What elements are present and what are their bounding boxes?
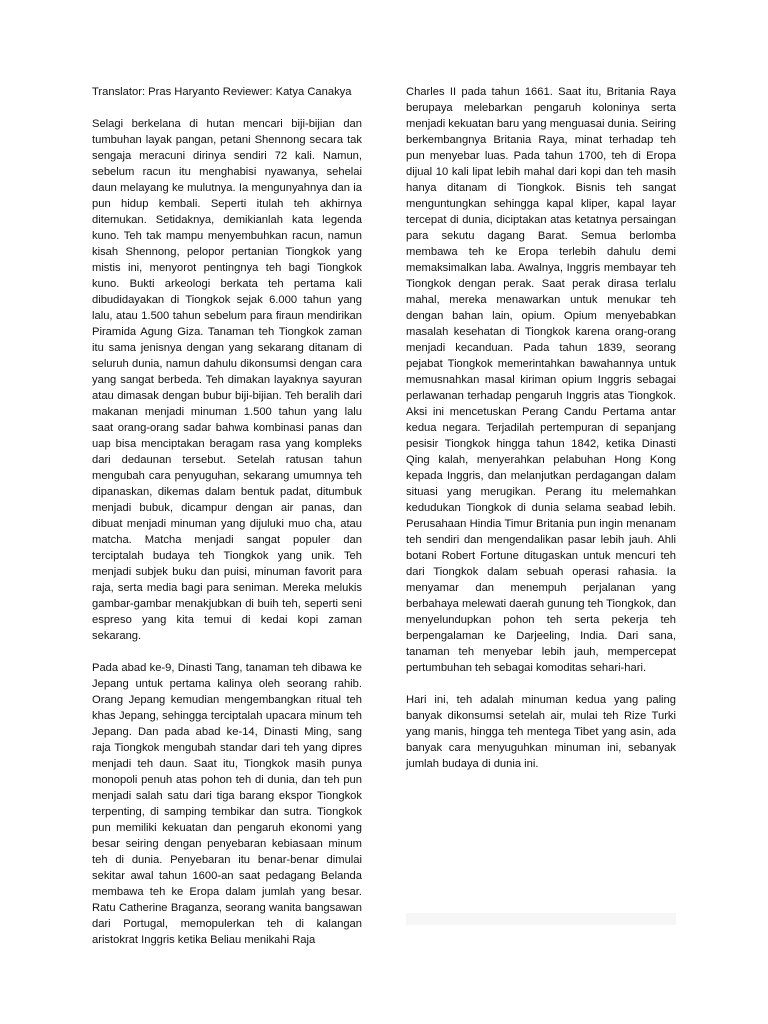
footer-bar (406, 913, 676, 925)
paragraph-britain-opium: Charles II pada tahun 1661. Saat itu, Britania Raya berupaya melebarkan pengaruh koloninya serta menjadi kekuatan baru yang menguasai dunia. Seiring berkembangnya Britania Raya, minat terhadap teh pun menyebar luas. Pada tahun 1700, teh di Eropa dijual 10 kali lipat lebih mahal dari kopi dan teh masih hanya ditanam di Tiongkok. Bisnis teh sangat menguntungkan sehingga kapal kliper, kapal layar tercepat di dunia, diciptakan atas ketatnya persaingan para sekutu dagang Barat. Semua berlomba membawa teh ke Eropa terlebih dahulu demi memaksimalkan laba. Awalnya, Inggris membayar teh Tiongkok dengan perak. Saat perak dirasa terlalu mahal, mereka menawarkan untuk menukar teh dengan bahan lain, opium. Opium menyebabkan masalah kesehatan di Tiongkok karena orang-orang menjadi kecanduan. Pada tahun 1839, seorang pejabat Tiongkok memerintahkan bawahannya untuk memusnahkan masal kiriman opium Inggris sebagai perlawanan terhadap pengaruh Inggris atas Tiongkok. Aksi ini mencetuskan Perang Candu Pertama antar kedua negara. Terjadilah pertempuran di sepanjang pesisir Tiongkok hingga tahun 1842, ketika Dinasti Qing kalah, menyerahkan pelabuhan Hong Kong kepada Inggris, dan melanjutkan perdagangan dalam situasi yang merugikan. Perang itu melemahkan kedudukan Tiongkok di dunia selama seabad lebih. Perusahaan Hindia Timur Britania pun ingin menanam teh sendiri dan mengendalikan pasar lebih jauh. Ahli botani Robert Fortune ditugaskan untuk mencuri teh dari Tiongkok dalam sebuah operasi rahasia. Ia menyamar dan menempuh perjalanan yang berbahaya melewati daerah gunung teh Tiongkok, dan menyelundupkan pohon teh serta pekerja teh berpengalaman ke Darjeeling, India. Dari sana, tanaman teh menyebar lebih jauh, mempercepat pertumbuhan teh sebagai komoditas sehari-hari. (406, 86, 676, 674)
paragraph-today: Hari ini, teh adalah minuman kedua yang paling banyak dikonsumsi setelah air, mulai teh Rize Turki yang manis, hingga teh mentega Tibet yang asin, ada banyak cara menyuguhkan minuman ini, sebanyak jumlah budaya di dunia ini. (406, 694, 676, 770)
right-text-column (406, 84, 676, 772)
paragraph-shennong-legend: Selagi berkelana di hutan mencari biji-bijian dan tumbuhan layak pangan, petani Shennong secara tak sengaja meracuni dirinya sendiri 72 kali. Namun, sebelum racun itu menghabisi nyawanya, sehelai daun melayang ke mulutnya. Ia mengunyahnya dan ia pun hidup kembali. Seperti itulah teh akhirnya ditemukan. Setidaknya, demikianlah kata legenda kuno. Teh tak mampu menyembuhkan racun, namun kisah Shennong, pelopor pertanian Tiongkok yang mistis ini, menyorot pentingnya teh bagi Tiongkok kuno. Bukti arkeologi berkata teh pertama kali dibudidayakan di Tiongkok sejak 6.000 tahun yang lalu, atau 1.500 tahun sebelum para firaun mendirikan Piramida Agung Giza. Tanaman teh Tiongkok zaman itu sama jenisnya dengan yang sekarang ditanam di seluruh dunia, namun dahulu dikonsumsi dengan cara yang sangat berbeda. Teh dimakan layaknya sayuran atau dimasak dengan bubur biji-bijian. Teh beralih dari makanan menjadi minuman 1.500 tahun yang lalu saat orang-orang sadar bahwa kombinasi panas dan uap bisa menciptakan beragam rasa yang kompleks dari dedaunan tersebut. Setelah ratusan tahun mengubah cara penyuguhan, sekarang umumnya teh dipanaskan, dikemas dalam bentuk padat, ditumbuk menjadi bubuk, dicampur dengan air panas, dan dibuat menjadi minuman yang dijuluki muo cha, atau matcha. Matcha menjadi sangat populer dan terciptalah budaya teh Tiongkok yang unik. Teh menjadi subjek buku dan puisi, minuman favorit para raja, serta media bagi para seniman. Mereka melukis gambar-gambar menakjubkan di buih teh, seperti seni espreso yang kita temui di kedai kopi zaman sekarang. (92, 118, 362, 642)
credits-line: Translator: Pras Haryanto Reviewer: Katya Canakya (92, 86, 352, 98)
paragraph-tang-dynasty: Pada abad ke-9, Dinasti Tang, tanaman teh dibawa ke Jepang untuk pertama kalinya oleh seorang rahib. Orang Jepang kemudian mengembangkan ritual teh khas Jepang, sehingga terciptalah upacara minum teh Jepang. Dan pada abad ke-14, Dinasti Ming, sang raja Tiongkok mengubah standar dari teh yang dipres menjadi teh daun. Saat itu, Tiongkok masih punya monopoli penuh atas pohon teh di dunia, dan teh pun menjadi salah satu dari tiga barang ekspor Tiongkok terpenting, di samping tembikar dan sutra. Tiongkok pun memiliki kekuatan dan pengaruh ekonomi yang besar seiring dengan penyebaran kebiasaan minum teh di dunia. Penyebaran itu benar-benar dimulai sekitar awal tahun 1600-an saat pedagang Belanda membawa teh ke Eropa dalam jumlah yang besar. Ratu Catherine Braganza, seorang wanita bangsawan dari Portugal, memopulerkan teh di kalangan aristokrat Inggris ketika Beliau menikahi Raja (92, 662, 362, 946)
left-text-column (92, 84, 362, 948)
